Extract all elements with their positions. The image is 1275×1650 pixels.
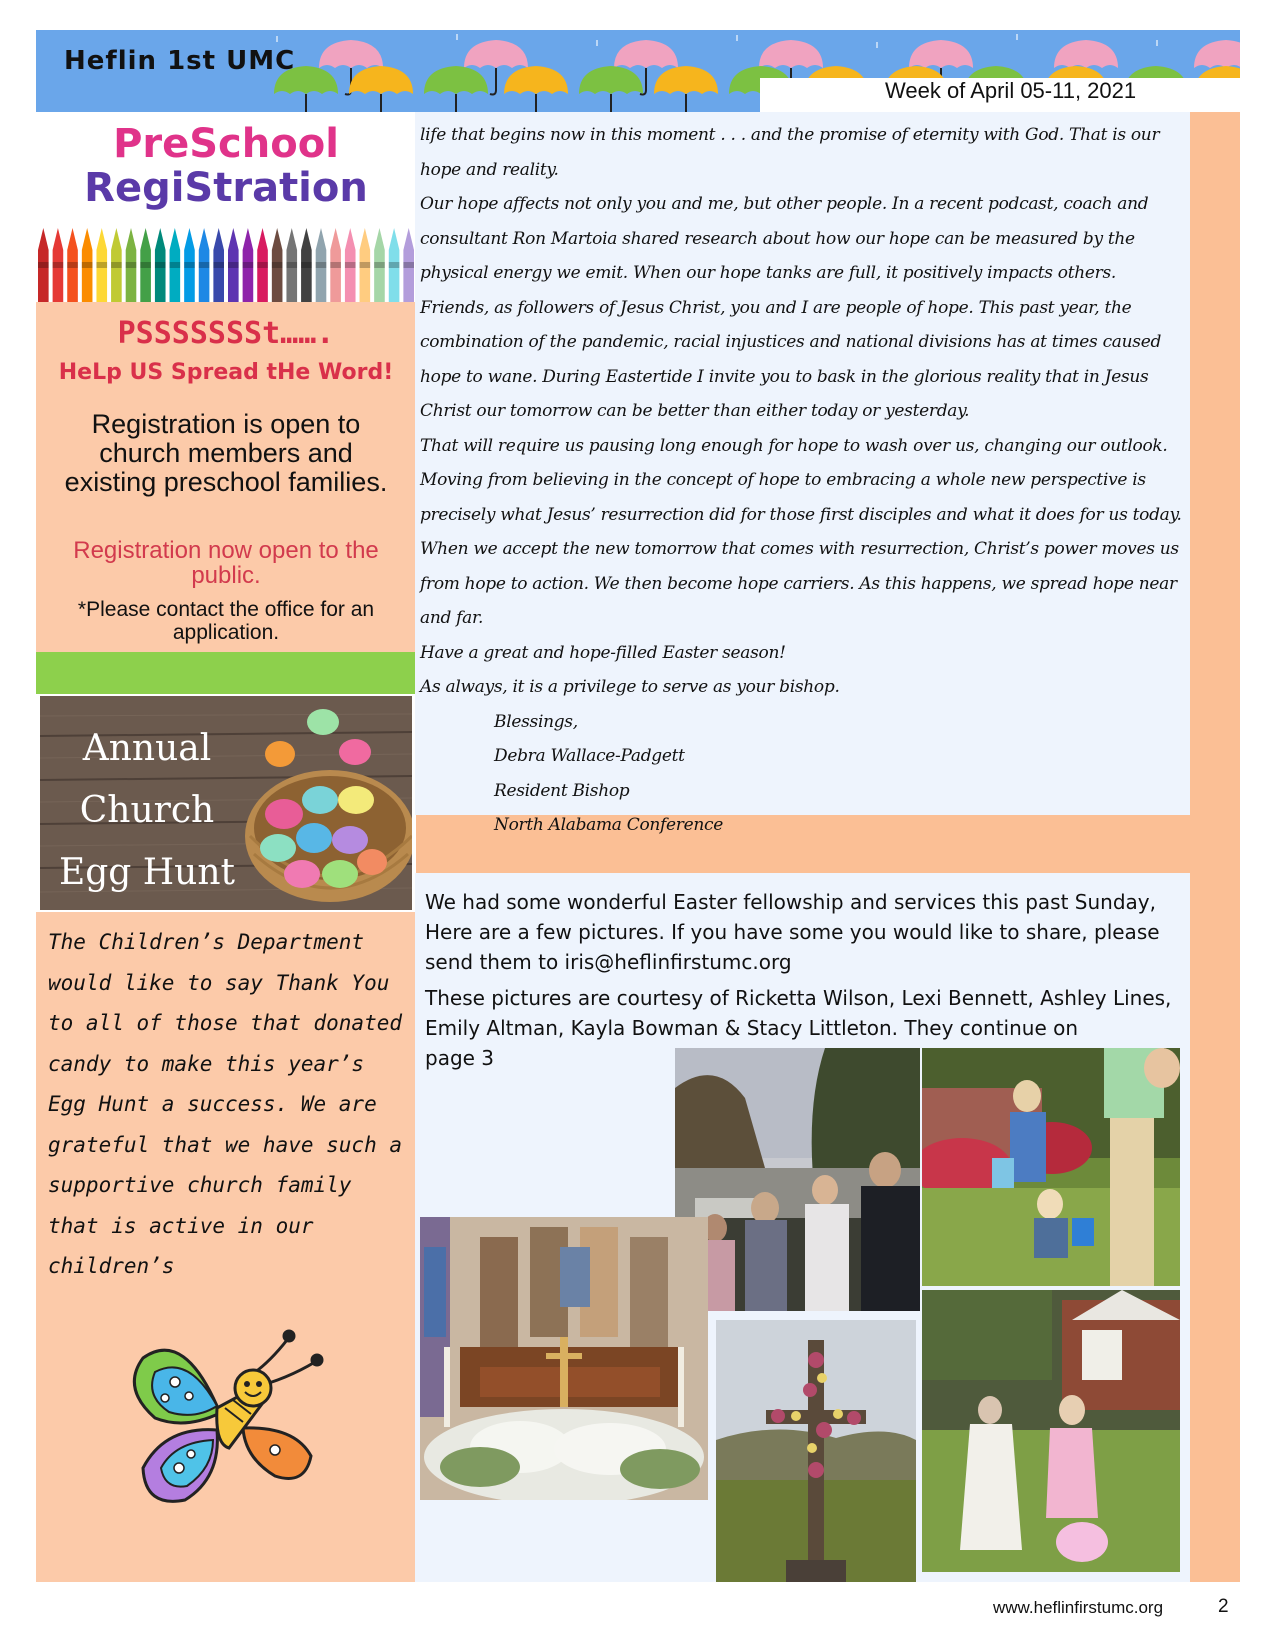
crayon-band: [111, 262, 122, 268]
crayon-band: [170, 262, 181, 268]
crayon-band: [374, 262, 385, 268]
crayon-band: [316, 262, 327, 268]
outdoor-gathering-photo: [675, 1048, 920, 1311]
letter-paragraph: Moving from believing in the concept of hope to embracing a whole new perspective is precisely what Jesus’ resurrection did for those first disciples and what it does for us today.: [420, 470, 1182, 525]
children-thank-you-text: The Children’s Department would like to say Thank You to all of those that donated candy to make this year’s Egg Hunt a success. We are grateful that we have such a supportive church family that is active in our children’s: [48, 930, 403, 1278]
crayon-band: [184, 262, 195, 268]
sanctuary-altar-photo: [420, 1217, 708, 1500]
crayon-band: [330, 262, 341, 268]
crayon-band: [155, 262, 166, 268]
bishop-letter-text: [420, 118, 1190, 843]
crayon-band: [243, 262, 254, 268]
crayon-band: [199, 262, 210, 268]
letter-paragraph: That will require us pausing long enough for hope to wash over us, changing our outlook.: [420, 435, 1168, 456]
preschool-title: [36, 122, 416, 210]
bishop-letter: [415, 112, 1190, 835]
egg-hunt-title-line1: Annual: [82, 728, 212, 769]
crayon-band: [360, 262, 371, 268]
registration-panel: [36, 302, 416, 652]
egg-hunt-title-line3: Egg Hunt: [58, 852, 236, 893]
preschool-title-line1: PreSchool: [113, 121, 339, 167]
newsletter-title: Heflin 1st UMC: [64, 46, 296, 76]
crayon-band: [82, 262, 93, 268]
easter-credits-end: page 3: [425, 1046, 495, 1070]
crayon-band: [389, 262, 400, 268]
page-number: 2: [1218, 1596, 1229, 1617]
crayon-band: [272, 262, 283, 268]
footer-url: www.heflinfirstumc.org: [993, 1598, 1164, 1617]
crayon-band: [257, 262, 268, 268]
butterfly-icon: [125, 1318, 325, 1523]
letter-paragraph: Friends, as followers of Jesus Christ, you and I are people of hope. This past year, the combination of the pandemic, racial injustices and national divisions has at times caused hope to wane. During Eastertide I invite you to bask in the glorious reality that in Jesus Christ our tomorrow can be better than either today or yesterday.: [420, 297, 1162, 421]
crayon-band: [67, 262, 78, 268]
preschool-title-line2: RegiStration: [84, 165, 368, 211]
crayons-image: [36, 228, 416, 302]
crayon-band: [126, 262, 137, 268]
letter-paragraph: When we accept the new tomorrow that comes with resurrection, Christ’s power moves us from hope to action. We then become hope carriers. As this happens, we spread hope near and far.: [420, 539, 1179, 628]
letter-closing: Blessings,: [494, 711, 578, 732]
letter-paragraph: As always, it is a privilege to serve as your bishop.: [420, 677, 840, 697]
crayon-band: [140, 262, 151, 268]
letter-signature-name: Debra Wallace-Padgett: [494, 746, 685, 766]
flowered-cross-photo: [716, 1320, 916, 1582]
psst-heading: PSSSSSSSt…….: [117, 316, 335, 351]
crayon-band: [38, 262, 49, 268]
kids-egg-hunt-photo: [922, 1048, 1180, 1286]
letter-signature-conference: North Alabama Conference: [494, 815, 724, 835]
spread-word-heading: HeLp US Spread tHe Word!: [58, 360, 394, 385]
crayon-band: [286, 262, 297, 268]
crayon-band: [228, 262, 239, 268]
registration-contact-text: *Please contact the office for an application.: [77, 598, 375, 644]
easter-intro-text: We had some wonderful Easter fellowship and services this past Sunday, Here are a few pictures. If you have some you would like to share, please send them to iris@heflinfirstumc.org: [425, 890, 1160, 974]
registration-open-text: Registration is open to church members and existing preschool families.: [64, 409, 388, 497]
egg-hunt-title-line2: Church: [79, 790, 215, 831]
crayon-band: [53, 262, 64, 268]
letter-signature-role: Resident Bishop: [494, 780, 630, 801]
letter-paragraph: life that begins now in this moment . . . and the promise of eternity with God. That is our hope and reality.: [420, 125, 1160, 180]
easter-credits-main: These pictures are courtesy of Ricketta Wilson, Lexi Bennett, Ashley Lines, Emily Altman, Kayla Bowman & Stacy Littleton. They continue on: [425, 986, 1172, 1040]
crayon-band: [96, 262, 107, 268]
right-color-strip: [1190, 112, 1240, 1582]
registration-public-text: Registration now open to the public.: [73, 537, 379, 589]
green-divider: [36, 652, 416, 694]
letter-paragraph: Have a great and hope-filled Easter season!: [420, 642, 786, 663]
week-label: Week of April 05-11, 2021: [885, 78, 1137, 103]
letter-paragraph: Our hope affects not only you and me, but other people. In a recent podcast, coach and consultant Ron Martoia shared research about how our hope can be measured by the physical energy we emit. When our hope tanks are full, it positively impacts others.: [420, 194, 1149, 283]
crayon-band: [345, 262, 356, 268]
crayon-band: [213, 262, 224, 268]
crayon-band: [403, 262, 414, 268]
girls-dressed-photo: [922, 1290, 1180, 1572]
crayon-band: [301, 262, 312, 268]
egg-hunt-title: [52, 718, 242, 904]
